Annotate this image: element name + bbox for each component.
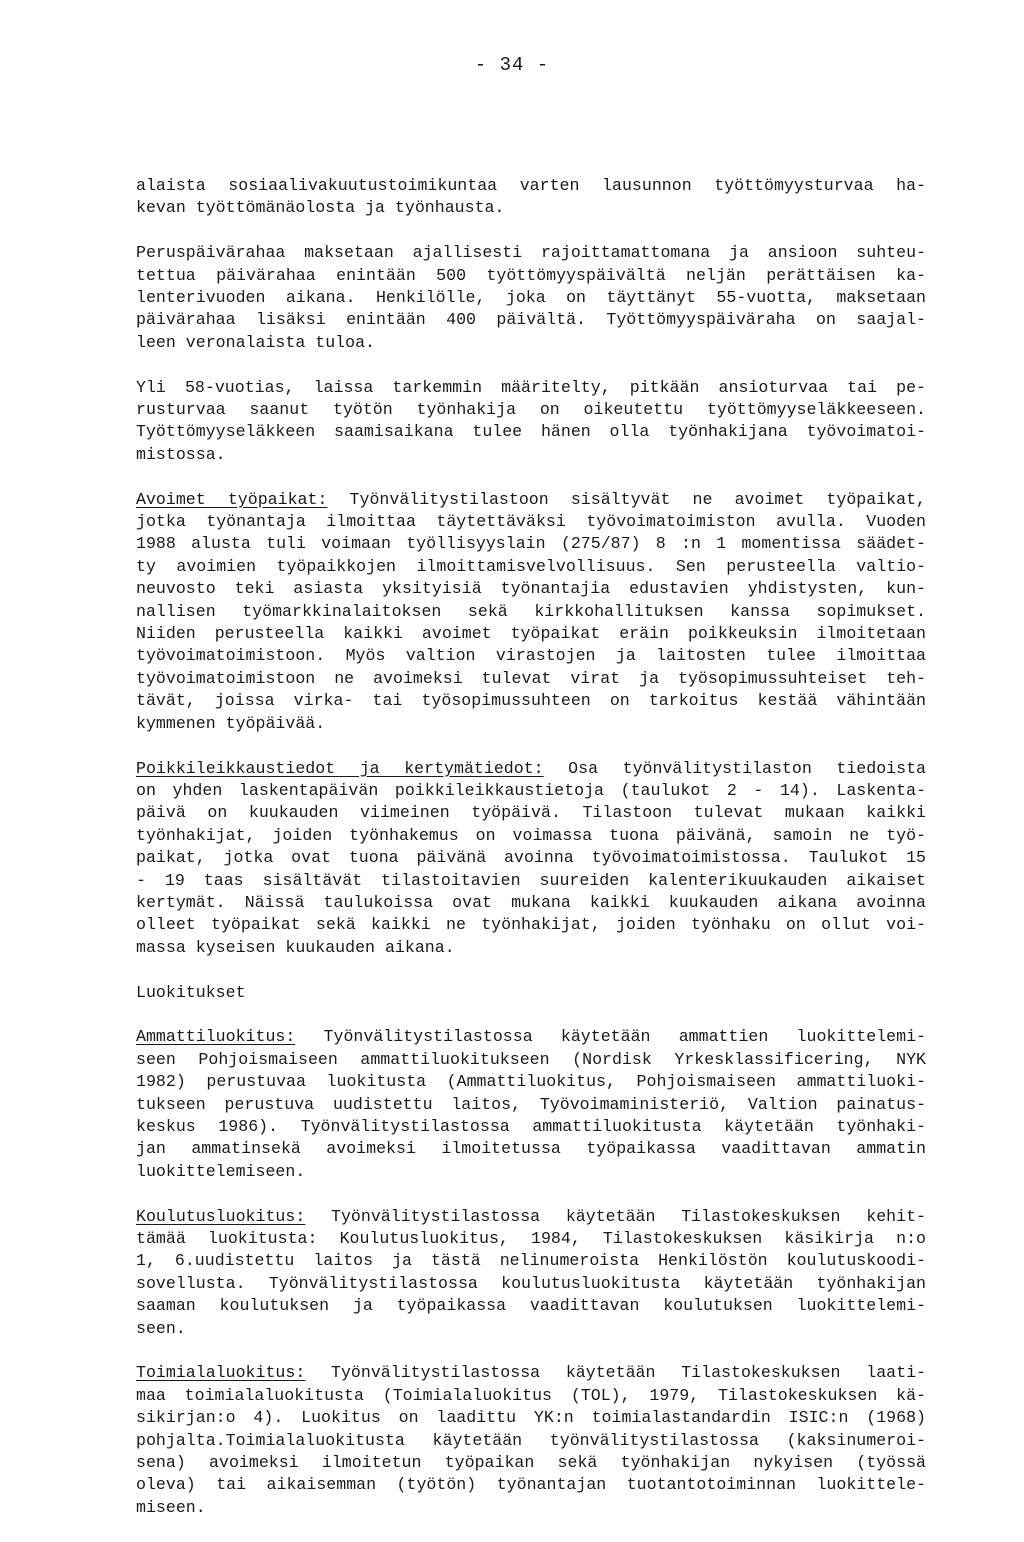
text-line: luokittelemiseen. <box>136 1161 306 1181</box>
text-fragment: Työnvälitystilastossa käytetään ammattien luokittelemi- <box>295 1027 926 1047</box>
text-line: sovellusta. Työnvälitystilastossa koulutusluokitusta käytetään työnhakijan <box>136 1273 926 1293</box>
text-line: Niiden perusteella kaikki avoimet työpaikat eräin poikkeuksin ilmoitetaan <box>136 624 926 644</box>
text-line: mistossa. <box>136 444 226 464</box>
text-line: pohjalta.Toimialaluokitusta käytetään työnvälitystilastossa (kaksinumeroi- <box>136 1430 926 1450</box>
text-line: tävät, joissa virka- tai työsopimussuhteen on tarkoitus kestää vähintään <box>136 691 926 711</box>
text-line: rusturvaa saanut työtön työnhakija on oikeutettu työttömyyseläkkeeseen. <box>136 400 926 420</box>
text-line: 1982) perustuvaa luokitusta (Ammattiluokitus, Pohjoismaiseen ammattiluoki- <box>136 1072 926 1092</box>
text-line: jan ammatinsekä avoimeksi ilmoitetussa työpaikassa vaadittavan ammatin <box>136 1139 926 1159</box>
paragraph-intro-continuation <box>136 175 926 220</box>
text-line: työvoimatoimistoon ne avoimeksi tulevat virat ja työsopimussuhteiset teh- <box>136 668 926 688</box>
text-line: kertymät. Näissä taulukoissa ovat mukana kaikki kuukauden aikana avoinna <box>136 892 926 912</box>
text-line <box>136 1026 926 1048</box>
text-line: ty avoimien työpaikkojen ilmoittamisvelvollisuus. Sen perusteella valtio- <box>136 556 926 576</box>
text-line: saaman koulutuksen ja työpaikassa vaadittavan koulutuksen luokittelemi- <box>136 1296 926 1316</box>
text-line: paikat, jotka ovat tuona päivänä avoinna työvoimatoimistossa. Taulukot 15 <box>136 848 926 868</box>
text-line: - 19 taas sisältävät tilastoitavien suureiden kalenterikuukauden aikaiset <box>136 870 926 890</box>
text-line: 1, 6.uudistettu laitos ja tästä nelinumeroista Henkilöstön koulutuskoodi- <box>136 1251 926 1271</box>
page-number: - 34 - <box>474 54 550 76</box>
text-line: maa toimialaluokitusta (Toimialaluokitus (TOL), 1979, Tilastokeskuksen kä- <box>136 1385 926 1405</box>
text-fragment: Työnvälitystilastossa käytetään Tilastokeskuksen laati- <box>305 1363 926 1383</box>
text-line: seen. <box>136 1318 186 1338</box>
text-line: neuvosto teki asiasta yksityisiä työnantajia edustavien yhdistysten, kun- <box>136 579 926 599</box>
text-line: jotka työnantaja ilmoittaa täytettäväksi työvoimatoimiston avulla. Vuoden <box>136 512 926 532</box>
term-education-classification: Koulutusluokitus: <box>136 1206 306 1226</box>
text-line: on yhden laskentapäivän poikkileikkaustietoja (taulukot 2 - 14). Laskenta- <box>136 780 926 800</box>
term-open-vacancies: Avoimet työpaikat: <box>136 489 328 509</box>
text-line: työnhakijat, joiden työnhakemus on voimassa tuona päivänä, samoin ne työ- <box>136 825 926 845</box>
term-industry-classification: Toimialaluokitus: <box>136 1363 306 1383</box>
text-line: olleet työpaikat sekä kaikki ne työnhakijat, joiden työnhaku on ollut voi- <box>136 915 926 935</box>
text-line: 1988 alusta tuli voimaan työllisyyslain (275/87) 8 :n 1 momentissa säädet- <box>136 534 926 554</box>
paragraph-unemployment-pension <box>136 377 926 467</box>
text-line: tettua päivärahaa enintään 500 työttömyyspäivältä neljän perättäisen ka- <box>136 265 926 285</box>
text-line: sikirjan:o 4). Luokitus on laadittu YK:n toimialastandardin ISIC:n (1968) <box>136 1408 926 1428</box>
text-line: Työttömyyseläkkeen saamisaikana tulee hänen olla työnhakijana työvoimatoi- <box>136 422 926 442</box>
text-line: Yli 58-vuotias, laissa tarkemmin määritelty, pitkään ansioturvaa tai pe- <box>136 377 926 397</box>
paragraph-open-vacancies <box>136 489 926 735</box>
text-line <box>136 1362 926 1384</box>
text-line: päivä on kuukauden viimeinen työpäivä. Tilastoon tulevat mukaan kaikki <box>136 803 926 823</box>
text-line: seen Pohjoismaiseen ammattiluokitukseen (Nordisk Yrkesklassificering, NYK <box>136 1049 926 1069</box>
text-line: päivärahaa lisäksi enintään 400 päivältä. Työttömyyspäiväraha on saajal- <box>136 310 926 330</box>
paragraph-industry-classification <box>136 1362 926 1519</box>
text-line <box>136 1206 926 1228</box>
text-line: työvoimatoimistoon. Myös valtion virastojen ja laitosten tulee ilmoittaa <box>136 646 926 666</box>
text-line: leen veronalaista tuloa. <box>136 332 375 352</box>
paragraph-basic-allowance <box>136 242 926 354</box>
section-heading: Luokitukset <box>136 982 246 1002</box>
text-line <box>136 489 926 511</box>
text-line: lenterivuoden aikana. Henkilölle, joka on täyttänyt 55-vuotta, maksetaan <box>136 288 926 308</box>
text-line: alaista sosiaalivakuutustoimikuntaa varten lausunnon työttömyysturvaa ha- <box>136 176 926 195</box>
text-fragment: Osa työnvälitystilaston tiedoista <box>543 758 926 778</box>
text-line: kevan työttömänäolosta ja työnhausta. <box>136 198 505 218</box>
text-line <box>136 758 926 780</box>
text-fragment: Työnvälitystilastoon sisältyvät ne avoimet työpaikat, <box>327 489 926 509</box>
text-line: sena) avoimeksi ilmoitetun työpaikan sekä työnhakijan nykyisen (työssä <box>136 1453 926 1473</box>
text-line: keskus 1986). Työnvälitystilastossa ammattiluokitusta käytetään työnhaki- <box>136 1116 926 1136</box>
text-line: massa kyseisen kuukauden aikana. <box>136 937 455 957</box>
text-line: kymmenen työpäivää. <box>136 713 326 733</box>
text-line: tämää luokitusta: Koulutusluokitus, 1984, Tilastokeskuksen käsikirja n:o <box>136 1228 926 1248</box>
term-occupation-classification: Ammattiluokitus: <box>136 1027 296 1047</box>
term-cross-section-data: Poikkileikkaustiedot ja kertymätiedot: <box>136 758 544 778</box>
text-line: oleva) tai aikaisemman (työtön) työnantajan tuotantotoiminnan luokittele- <box>136 1475 926 1495</box>
text-line: tukseen perustuva uudistettu laitos, Työvoimaministeriö, Valtion painatus- <box>136 1094 926 1114</box>
paragraph-occupation-classification <box>136 1026 926 1183</box>
paragraph-education-classification <box>136 1206 926 1340</box>
paragraph-cross-section-data <box>136 758 926 960</box>
page-content <box>136 175 926 1542</box>
text-line: miseen. <box>136 1497 206 1517</box>
text-line: Peruspäivärahaa maksetaan ajallisesti rajoittamattomana ja ansioon suhteu- <box>136 243 926 263</box>
text-fragment: Työnvälitystilastossa käytetään Tilastokeskuksen kehit- <box>305 1206 926 1226</box>
text-line: nallisen työmarkkinalaitoksen sekä kirkkohallituksen kanssa sopimukset. <box>136 601 926 621</box>
